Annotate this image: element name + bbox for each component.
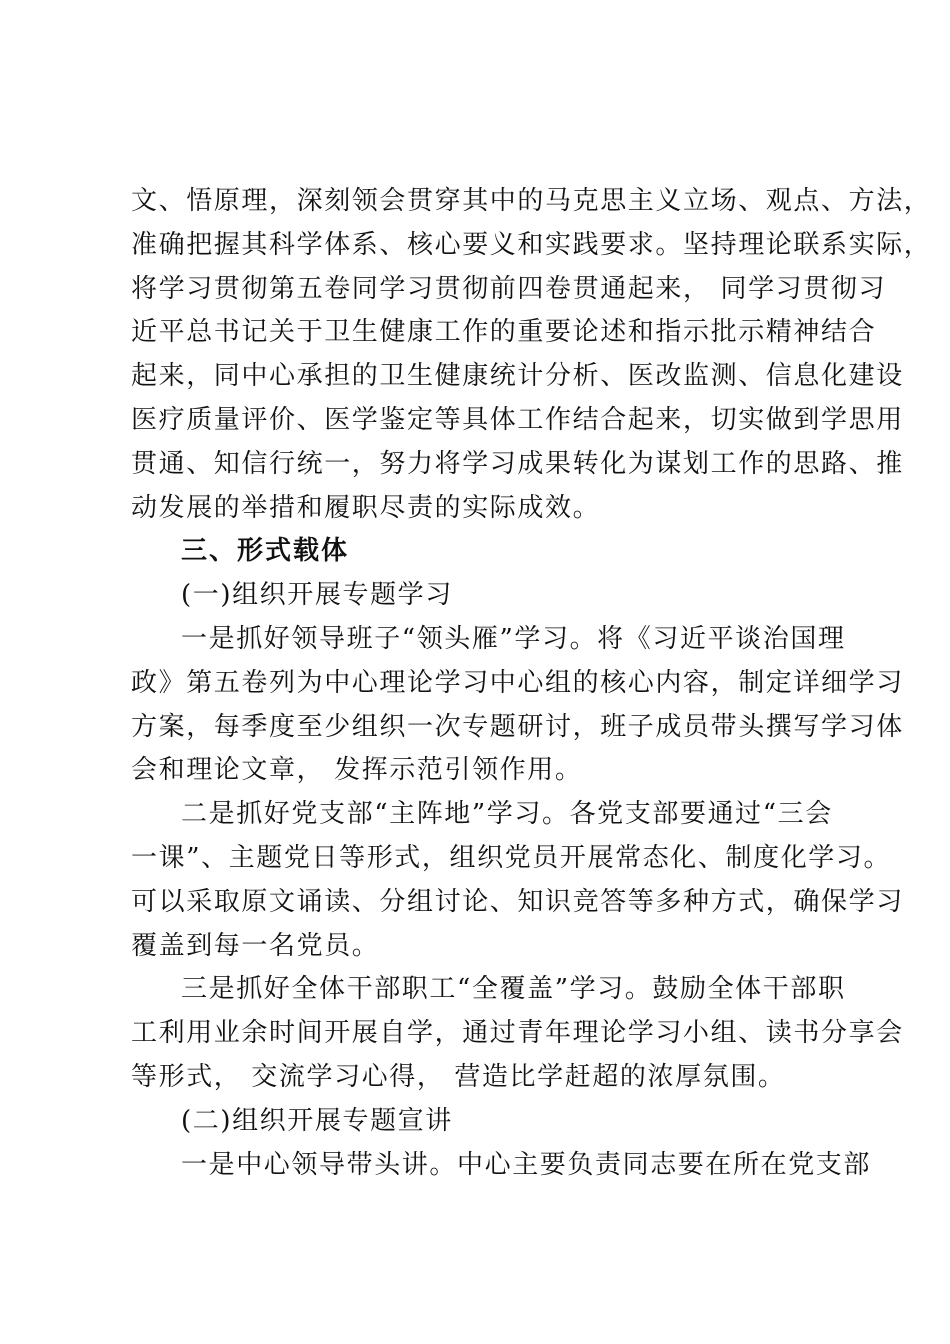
paragraph-line: 贯通、知信行统一，努力将学习成果转化为谋划工作的思路、推 bbox=[131, 448, 904, 479]
paragraph-line: 可以采取原文诵读、分组讨论、知识竞答等多种方式，确保学习 bbox=[131, 886, 904, 917]
paragraph-line: 会和理论文章， 发挥示范引领作用。 bbox=[131, 755, 583, 786]
paragraph-line: 准确把握其科学体系、核心要义和实践要求。坚持理论联系实际， bbox=[131, 229, 932, 260]
paragraph-line: 近平总书记关于卫生健康工作的重要论述和指示批示精神结合 bbox=[131, 317, 877, 348]
subsection-heading: (一)组织开展专题学习 bbox=[181, 580, 453, 611]
paragraph-first-line: 一是中心领导带头讲。中心主要负责同志要在所在党支部 bbox=[181, 1149, 872, 1180]
paragraph-line: 等形式， 交流学习心得， 营造比学赶超的浓厚氛围。 bbox=[131, 1061, 786, 1092]
paragraph-line: 覆盖到每一名党员。 bbox=[131, 930, 380, 961]
section-heading: 三、形式载体 bbox=[181, 536, 350, 567]
paragraph-line: 文、悟原理，深刻领会贯穿其中的马克思主义立场、观点、方法， bbox=[131, 186, 932, 216]
paragraph-line: 动发展的举措和履职尽责的实际成效。 bbox=[131, 492, 601, 523]
paragraph-first-line: 二是抓好党支部“主阵地”学习。各党支部要通过“三会 bbox=[181, 799, 833, 830]
paragraph-line: 将学习贯彻第五卷同学习贯彻前四卷贯通起来， 同学习贯彻习 bbox=[131, 273, 887, 304]
paragraph-line: 政》第五卷列为中心理论学习中心组的核心内容，制定详细学习 bbox=[131, 667, 904, 698]
paragraph-line: 医疗质量评价、医学鉴定等具体工作结合起来，切实做到学思用 bbox=[131, 404, 904, 435]
subsection-heading: (二)组织开展专题宣讲 bbox=[181, 1105, 453, 1136]
paragraph-first-line: 三是抓好全体干部职工“全覆盖”学习。鼓励全体干部职 bbox=[181, 974, 846, 1005]
paragraph-line: 工利用业余时间开展自学，通过青年理论学习小组、读书分享会 bbox=[131, 1018, 904, 1049]
paragraph-line: 方案，每季度至少组织一次专题研讨，班子成员带头撰写学习体 bbox=[131, 711, 904, 742]
paragraph-first-line: 一是抓好领导班子“领头雁”学习。将《习近平谈治国理 bbox=[181, 623, 846, 654]
paragraph-line: 一课”、主题党日等形式，组织党员开展常态化、制度化学习。 bbox=[131, 842, 892, 873]
paragraph-line: 起来，同中心承担的卫生健康统计分析、医改监测、信息化建设 bbox=[131, 361, 904, 392]
document-page bbox=[131, 180, 932, 1187]
